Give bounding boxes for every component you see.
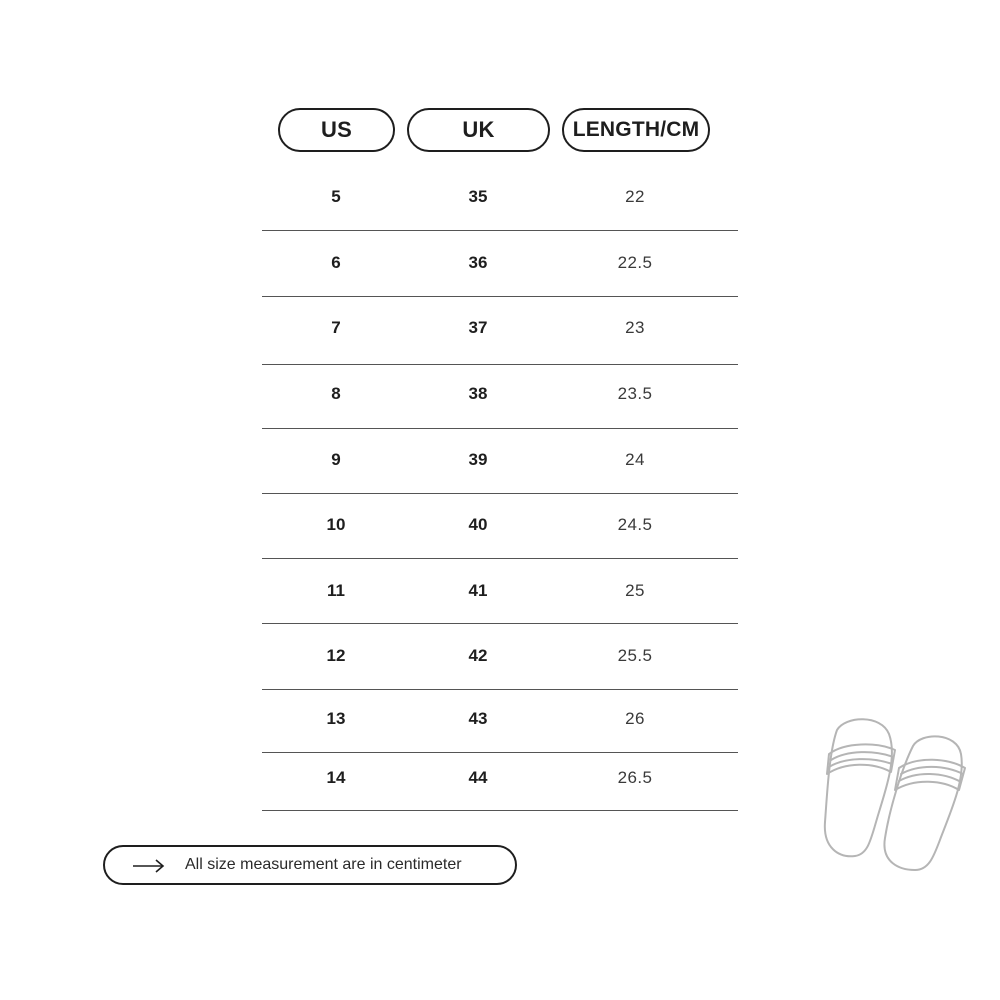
us-size: 9 <box>331 450 341 469</box>
us-size: 12 <box>326 646 346 665</box>
length-cm: 22 <box>625 187 645 206</box>
length-cm: 24.5 <box>617 515 653 534</box>
us-size: 7 <box>331 318 341 337</box>
table-row <box>262 243 738 283</box>
length-cm: 26.5 <box>617 768 653 787</box>
table-row <box>262 699 738 739</box>
us-size: 8 <box>331 384 341 403</box>
length-cm: 22.5 <box>617 253 653 272</box>
length-cm: 24 <box>625 450 645 469</box>
table-row <box>262 440 738 480</box>
us-size: 11 <box>327 581 345 600</box>
row-divider <box>262 810 738 811</box>
row-divider <box>262 689 738 690</box>
slippers-icon <box>815 712 975 877</box>
uk-size: 40 <box>468 515 488 534</box>
row-divider <box>262 558 738 559</box>
row-divider <box>262 364 738 365</box>
length-cm: 25 <box>625 581 645 600</box>
table-row <box>262 374 738 414</box>
length-cm: 26 <box>625 709 645 728</box>
us-size: 5 <box>331 187 341 206</box>
length-cm: 23 <box>625 318 645 337</box>
row-divider <box>262 230 738 231</box>
us-size: 10 <box>326 515 346 534</box>
table-row <box>262 636 738 676</box>
uk-size: 43 <box>468 709 488 728</box>
header-length-cm: LENGTH/CM <box>562 108 710 152</box>
table-row <box>262 571 738 611</box>
header-uk: UK <box>407 108 550 152</box>
row-divider <box>262 752 738 753</box>
us-size: 6 <box>331 253 341 272</box>
row-divider <box>262 428 738 429</box>
row-divider <box>262 493 738 494</box>
measurement-note <box>103 845 517 885</box>
table-row <box>262 177 738 217</box>
length-cm: 23.5 <box>617 384 653 403</box>
row-divider <box>262 623 738 624</box>
uk-size: 37 <box>468 318 488 337</box>
note-text: All size measurement are in centimeter <box>185 856 462 873</box>
uk-size: 42 <box>468 646 488 665</box>
table-row <box>262 505 738 545</box>
uk-size: 39 <box>468 450 488 469</box>
table-row <box>262 308 738 348</box>
uk-size: 41 <box>468 581 488 600</box>
table-row <box>262 758 738 798</box>
length-cm: 25.5 <box>617 646 653 665</box>
header-us: US <box>278 108 395 152</box>
row-divider <box>262 296 738 297</box>
uk-size: 44 <box>468 768 488 787</box>
uk-size: 35 <box>468 187 488 206</box>
us-size: 13 <box>326 709 346 728</box>
us-size: 14 <box>326 768 346 787</box>
arrow-right-icon <box>131 857 167 875</box>
uk-size: 36 <box>468 253 488 272</box>
uk-size: 38 <box>468 384 488 403</box>
